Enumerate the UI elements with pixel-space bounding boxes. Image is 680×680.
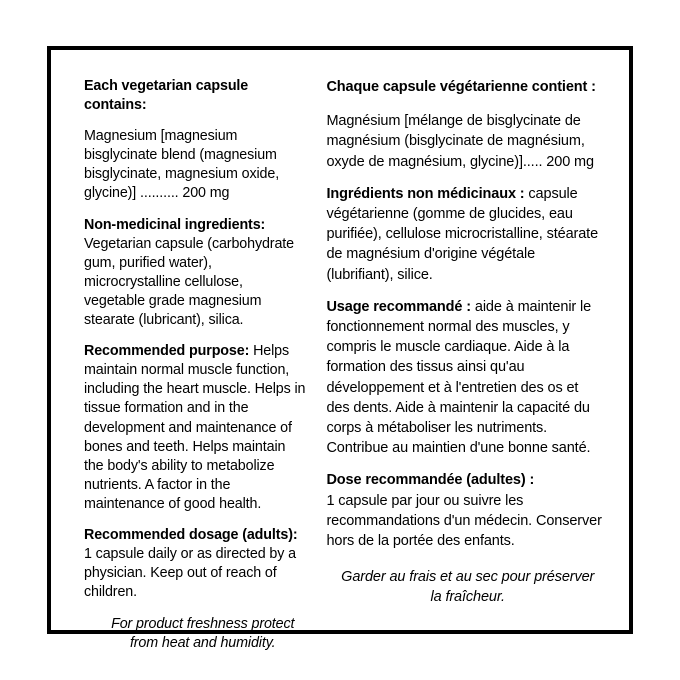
english-contains-heading: Each vegetarian capsule contains: xyxy=(84,78,249,114)
english-non-medicinal-text: Vegetarian capsule (carbohydrate gum, purified water), microcrystalline cellulose, vegetable grade magnesium stearate (lubricant), silica. xyxy=(84,235,294,329)
french-column xyxy=(309,77,629,608)
supplement-facts-panel xyxy=(47,46,633,652)
french-recommended-purpose xyxy=(326,297,605,459)
french-purpose-text: aide à maintenir le fonctionnement normal des muscles, y compris le muscle cardiaque. Aide à la formation des tissus ainsi qu'au développement et à l'entretien des os et des dents. Aide à maintenir la capacité du corps à métaboliser les nutriments. Contribue au maintien d'une bonne santé. xyxy=(326,298,592,457)
english-medicinal-ingredients: Magnesium [magnesium bisglycinate blend (magnesium bisglycinate, magnesium oxide, glycine)] .......... 200 mg xyxy=(84,128,280,202)
french-contains-heading: Chaque capsule végétarienne contient : xyxy=(326,79,596,95)
french-non-medicinal-text: capsule végétarienne (gomme de glucides, eau purifiée), cellulose microcristalline, stéarate de magnésium d'origine végétale (lubrifiant), silice. xyxy=(326,185,599,283)
french-recommended-dosage xyxy=(326,470,605,551)
english-recommended-dosage xyxy=(84,526,305,602)
french-dosage-text: 1 capsule par jour ou suivre les recommandations d'un médecin. Conserver hors de la portée des enfants. xyxy=(326,492,602,550)
english-non-medicinal-label: Non-medicinal ingredients: xyxy=(84,216,266,233)
english-recommended-purpose xyxy=(84,342,305,514)
english-storage-note: For product freshness protect from heat and humidity. xyxy=(111,616,295,652)
french-medicinal-ingredients: Magnésium [mélange de bisglycinate de magnésium (bisglycinate de magnésium, oxyde de magnésium, glycine)]..... 200 mg xyxy=(326,113,594,170)
english-column xyxy=(51,77,309,654)
bilingual-columns xyxy=(51,50,629,652)
english-dosage-text: 1 capsule daily or as directed by a physician. Keep out of reach of children. xyxy=(84,546,296,601)
french-non-medicinal-label: Ingrédients non médicinaux : xyxy=(326,185,525,202)
english-purpose-text: Helps maintain normal muscle function, including the heart muscle. Helps in tissue formation and in the development and maintenance of bones and teeth. Helps maintain the body's ability to metabolize nutrients. A factor in the maintenance of good health. xyxy=(84,343,306,512)
french-dosage-label: Dose recommandée (adultes) : xyxy=(326,472,535,489)
french-storage-note: Garder au frais et au sec pour préserver la fraîcheur. xyxy=(341,569,595,606)
french-purpose-label: Usage recommandé : xyxy=(326,298,471,315)
english-non-medicinal-ingredients xyxy=(84,216,305,331)
english-dosage-label: Recommended dosage (adults): xyxy=(84,526,298,543)
french-non-medicinal-ingredients xyxy=(326,184,605,285)
english-purpose-label: Recommended purpose: xyxy=(84,343,250,360)
